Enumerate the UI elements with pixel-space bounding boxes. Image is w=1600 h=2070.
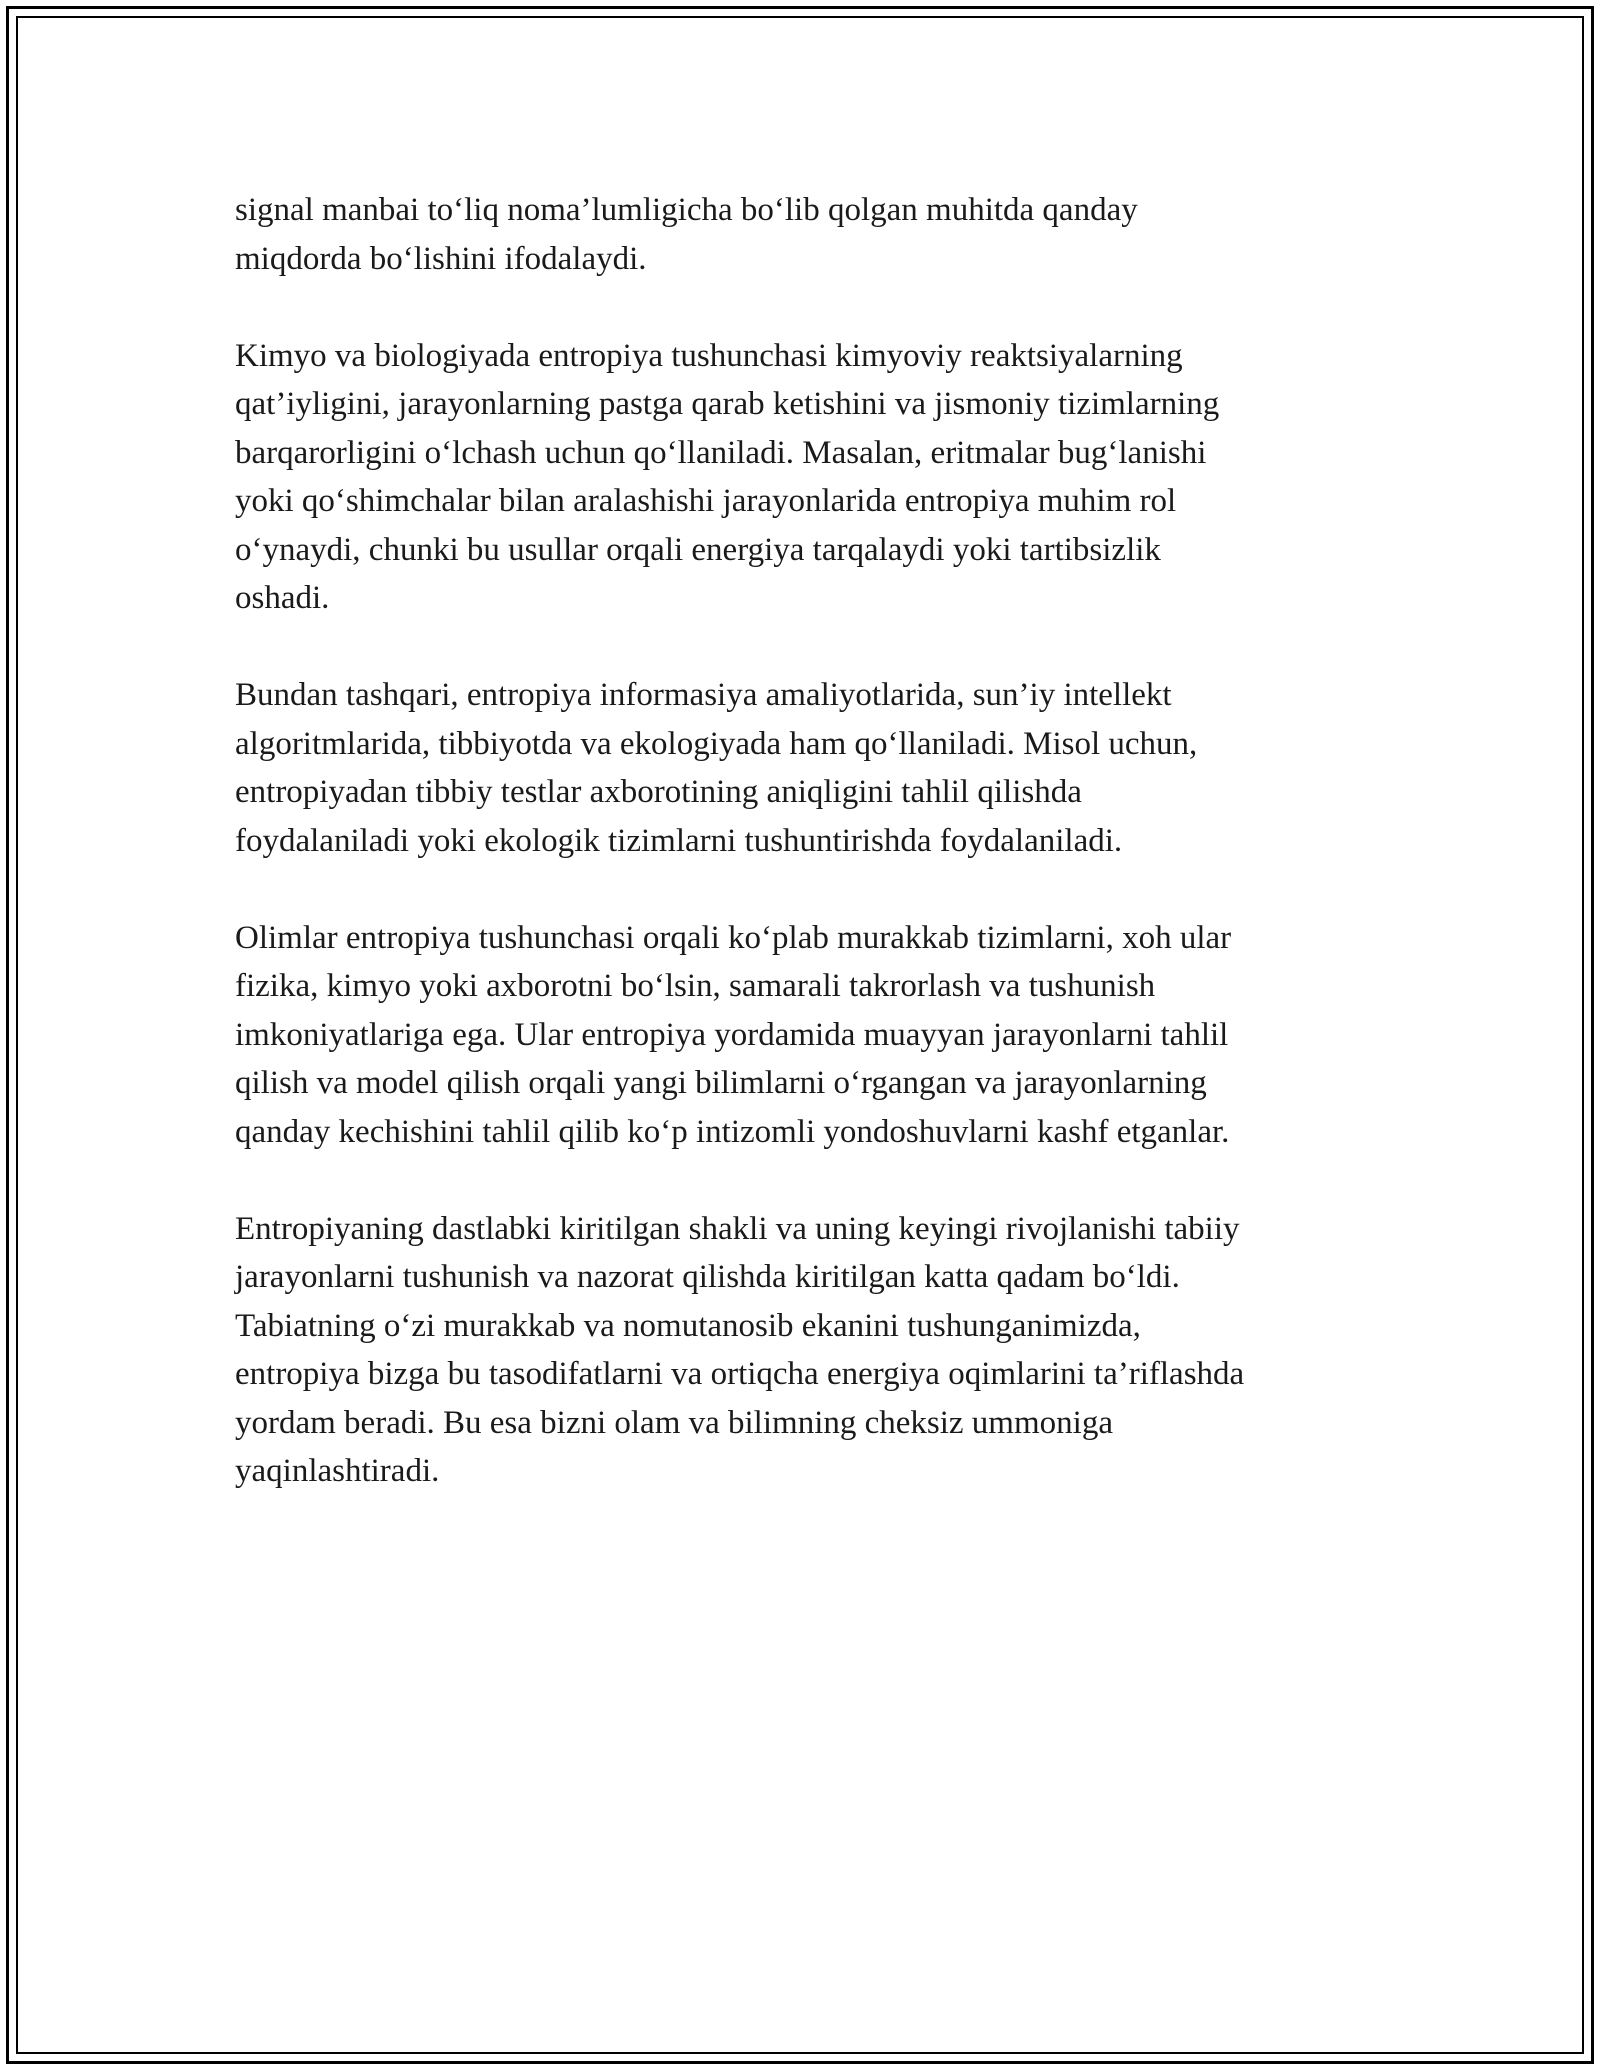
paragraph	[235, 671, 1375, 865]
text-line: qanday kechishini tahlil qilib ko‘p intizomli yondoshuvlarni kashf etganlar.	[235, 1113, 1230, 1150]
text-line: foydalaniladi yoki ekologik tizimlarni tushuntirishda foydalaniladi.	[235, 822, 1123, 859]
text-line: qat’iyligini, jarayonlarning pastga qarab ketishini va jismoniy tizimlarning	[235, 386, 1220, 422]
text-line: Kimyo va biologiyada entropiya tushunchasi kimyoviy reaktsiyalarning	[235, 337, 1183, 374]
text-line: oshadi.	[235, 580, 330, 616]
text-line: barqarorligini o‘lchash uchun qo‘llaniladi. Masalan, eritmalar bug‘lanishi	[235, 434, 1207, 471]
paragraph	[235, 1205, 1375, 1496]
paragraph	[235, 914, 1375, 1157]
text-line: Entropiyaning dastlabki kiritilgan shakli va uning keyingi rivojlanishi tabiiy	[235, 1210, 1240, 1247]
paragraph	[235, 332, 1375, 623]
document-body	[235, 186, 1375, 1544]
text-line: qilish va model qilish orqali yangi bilimlarni o‘rgangan va jarayonlarning	[235, 1065, 1207, 1101]
text-line: entropiya bizga bu tasodifatlarni va ortiqcha energiya oqimlarini ta’riflashda	[235, 1356, 1245, 1392]
text-line: Tabiatning o‘zi murakkab va nomutanosib ekanini tushunganimizda,	[235, 1307, 1141, 1344]
text-line: jarayonlarni tushunish va nazorat qilishda kiritilgan katta qadam bo‘ldi.	[235, 1259, 1180, 1295]
text-line: algoritmlarida, tibbiyotda va ekologiyada ham qo‘llaniladi. Misol uchun,	[235, 725, 1198, 762]
text-line: yordam beradi. Bu esa bizni olam va bilimning cheksiz ummoniga	[235, 1404, 1113, 1441]
text-line: signal manbai to‘liq noma’lumligicha bo‘lib qolgan muhitda qanday	[235, 192, 1138, 228]
text-line: Bundan tashqari, entropiya informasiya amaliyotlarida, sun’iy intellekt	[235, 677, 1172, 713]
text-line: miqdorda bo‘lishini ifodalaydi.	[235, 240, 647, 277]
text-line: yoki qo‘shimchalar bilan aralashishi jarayonlarida entropiya muhim rol	[235, 483, 1177, 519]
text-line: fizika, kimyo yoki axborotni bo‘lsin, samarali takrorlash va tushunish	[235, 968, 1156, 1004]
paragraph	[235, 186, 1375, 283]
text-line: o‘ynaydi, chunki bu usullar orqali energiya tarqalaydi yoki tartibsizlik	[235, 531, 1161, 568]
text-line: Olimlar entropiya tushunchasi orqali ko‘plab murakkab tizimlarni, xoh ular	[235, 919, 1232, 956]
text-line: yaqinlashtiradi.	[235, 1453, 440, 1489]
text-line: entropiyadan tibbiy testlar axborotining aniqligini tahlil qilishda	[235, 774, 1082, 810]
text-line: imkoniyatlariga ega. Ular entropiya yordamida muayyan jarayonlarni tahlil	[235, 1016, 1229, 1053]
